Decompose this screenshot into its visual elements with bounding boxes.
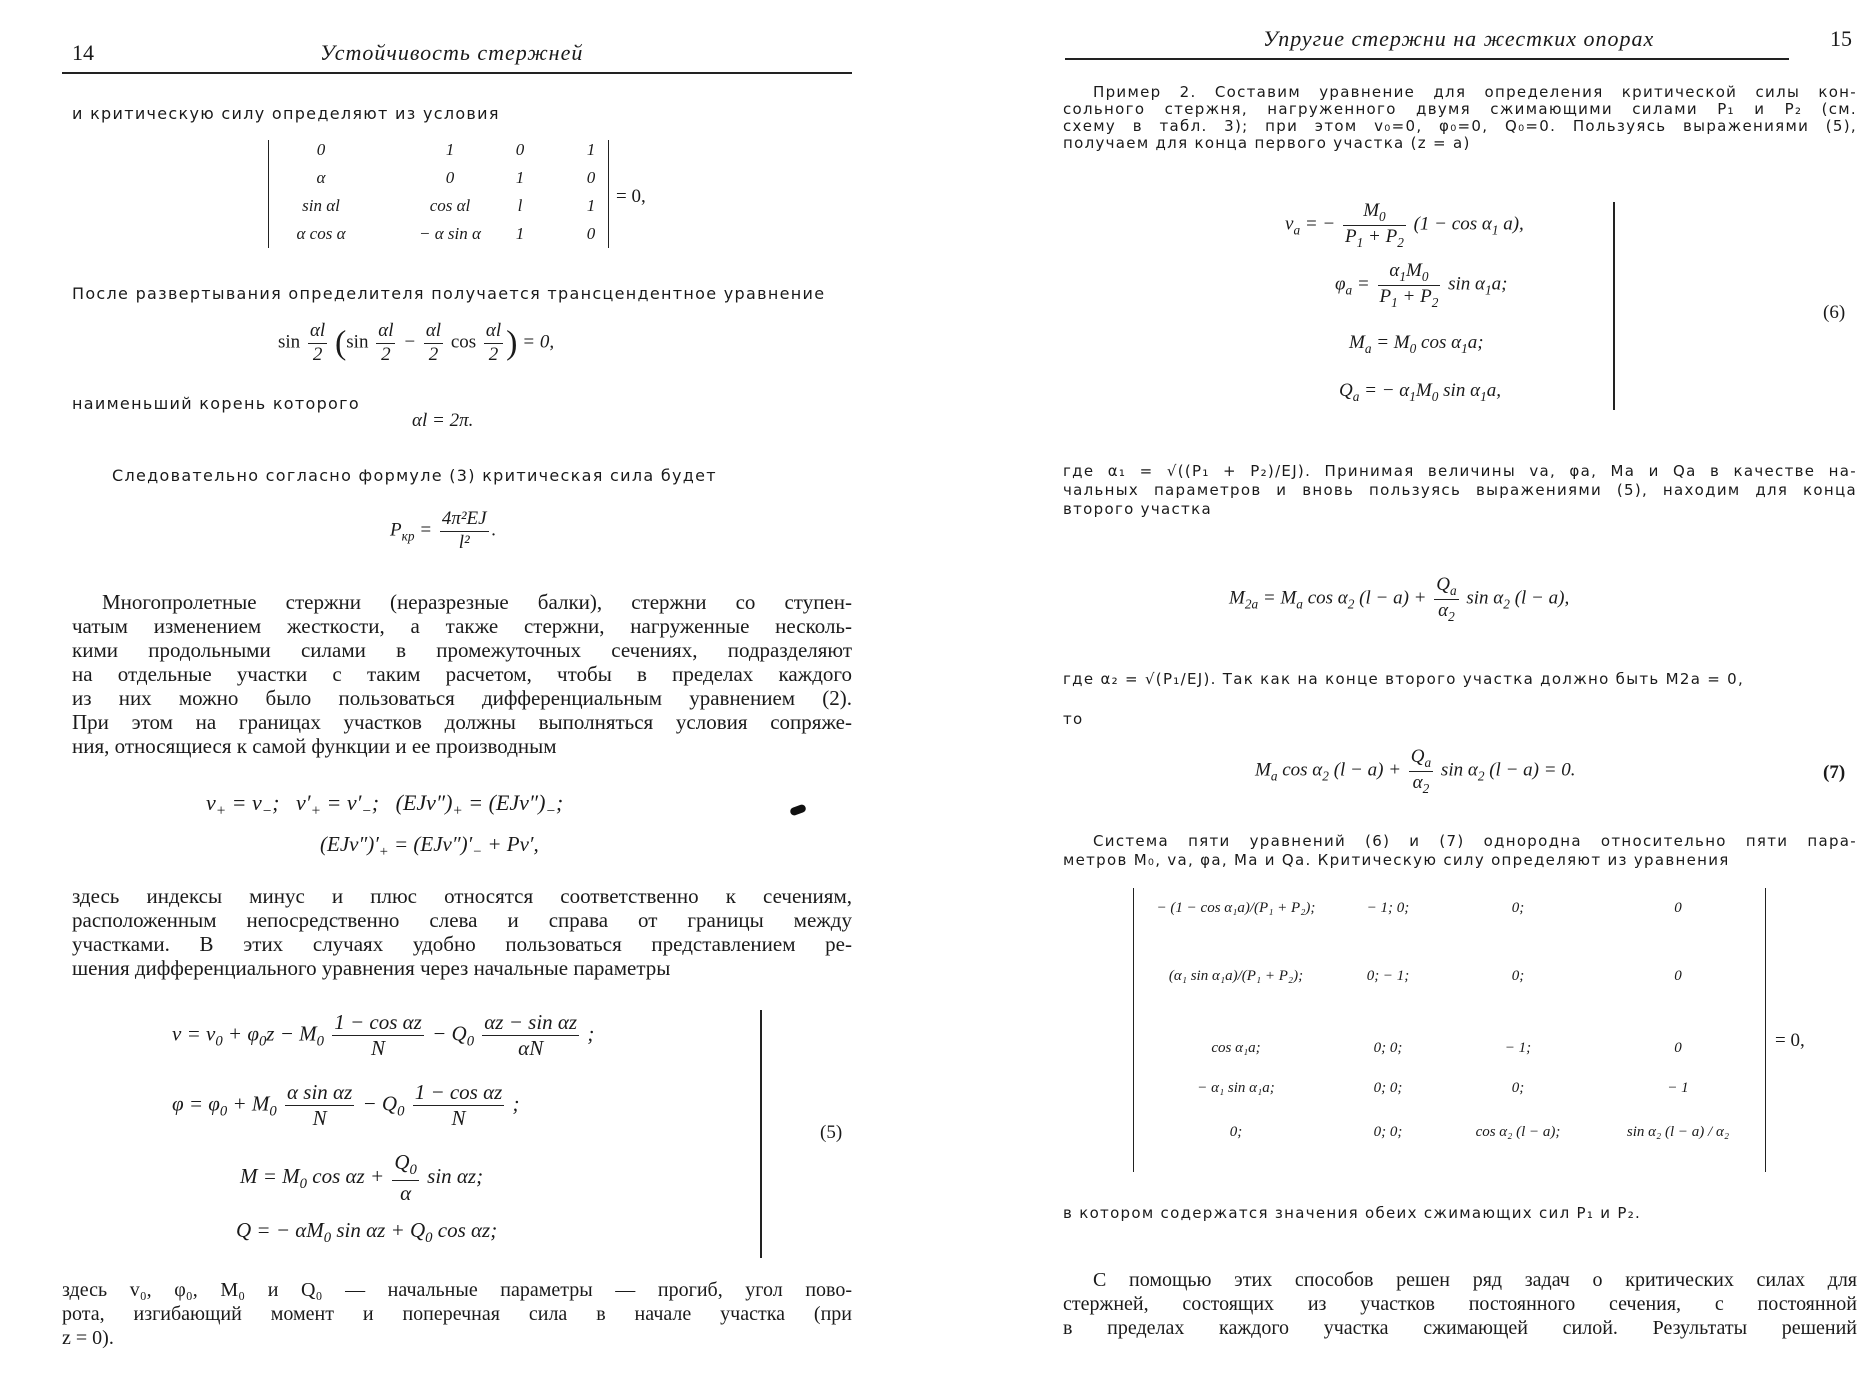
- det1-cell: − α sin α: [419, 224, 481, 243]
- para1-line: из них можно было пользоваться дифференциальным уравнением (2).: [72, 686, 852, 710]
- conjugation-line-2: $(EJv'')'_+ = (EJv'')'_- + Pv'$,: [320, 832, 539, 861]
- para1-line: на отдельные участки с таким расчетом, чтобы в пределах каждого: [72, 662, 852, 686]
- det1-cell: 1: [515, 224, 525, 243]
- det1-cell: α: [316, 168, 326, 187]
- left-running-head: Устойчивость стержней: [320, 40, 584, 65]
- root-equation: αl = 2π.: [412, 410, 474, 431]
- where1-line: чальных параметров и вновь пользуясь выражениями (5), находим для конца: [1063, 481, 1857, 499]
- final-line: С помощью этих способов решен ряд задач о критических силах для: [1093, 1269, 1857, 1291]
- left-header-rule: [62, 72, 852, 74]
- det2-cell: − α₁ sin α₁a;: [1197, 1080, 1275, 1096]
- conjugation-line-1: $v_+ = v_-$; $v'_+ = v'_-$; $(EJv'')_+ = (EJv'')_-$;: [206, 790, 564, 820]
- det2-cell: 0;: [1511, 900, 1525, 916]
- det1-cell: 0: [586, 224, 596, 243]
- right-header-rule: [1065, 58, 1789, 60]
- critical-force-formula: $P_{кр}$ = $\frac{\text{4π²EJ}}{\text{l²}}$ .: [390, 508, 497, 553]
- det2-cell: (α₁ sin α₁a)/(P₁ + P₂);: [1168, 968, 1304, 984]
- para1-line: Многопролетные стержни (неразрезные балки), стержни со ступен-: [102, 590, 852, 614]
- example-2-text: [1063, 84, 1857, 152]
- eq7-number: (7): [1823, 762, 1846, 783]
- eq6-number: (6): [1823, 302, 1846, 323]
- eq5-line-m: $M = M_0$ cos αz + $\frac{Q_0}{\alpha}$ sin αz;: [240, 1150, 484, 1205]
- det2-cell: − (1 − cos α₁a)/(P₁ + P₂);: [1156, 900, 1316, 916]
- paragraph-initial-params: [62, 1278, 852, 1350]
- para2-line: расположенным непосредственно слева и справа от границы между: [72, 908, 852, 932]
- where1-line: где α₁ = √((P₁ + P₂)/EJ). Принимая величины va, φa, Ma и Qa в качестве на-: [1063, 462, 1857, 480]
- example-line: Пример 2. Составим уравнение для определения критической силы кон-: [1093, 83, 1857, 101]
- where-alpha1-text: [1063, 462, 1857, 519]
- paragraph-indices: [72, 884, 852, 980]
- example-line: сольного стержня, нагруженного двумя сжимающими силами P₁ и P₂ (см.: [1063, 100, 1857, 118]
- det2-cell: − 1; 0;: [1366, 900, 1410, 916]
- eq6-line-v: $v_a$ = − $\frac{M_0}{P_1 + P_2}$ ($1 - \cos \alpha_1$ a),: [1285, 200, 1524, 250]
- det2-cell: 0: [1674, 968, 1682, 984]
- final-line: стержней, состоящих из участков постоянного сечения, с постоянной: [1063, 1293, 1857, 1315]
- m2a-equation: $M_{2a} = M_a$ $\cos \alpha_2$ (l − a) + $\frac{Q_a}{\alpha_2}$ $\sin \alpha_2$ (l − a),: [1229, 574, 1570, 624]
- det2-cell: 0: [1674, 900, 1682, 916]
- det2-cell: 0; 0;: [1373, 1124, 1403, 1140]
- det2-cell: 0; 0;: [1373, 1080, 1403, 1096]
- left-page: [0, 0, 933, 1376]
- para1-line: кими продольными силами в промежуточных сечениях, подразделяют: [72, 638, 852, 662]
- para2-line: шения дифференциального уравнения через начальные параметры: [72, 956, 671, 980]
- example-line: получаем для конца первого участка (z = a): [1063, 134, 1471, 152]
- final-line: в пределах каждого участка сжимающей силой. Результаты решений: [1063, 1317, 1857, 1339]
- det1-cell: 1: [515, 168, 525, 187]
- det2-cell: 0: [1674, 1040, 1682, 1056]
- det1-cell: α cos α: [296, 224, 346, 243]
- det1-cell: l: [517, 196, 523, 215]
- para2-line: участками. В этих случаях удобно пользоваться представлением ре-: [72, 932, 852, 956]
- contains-text: в котором содержатся значения обеих сжимающих сил P₁ и P₂.: [1063, 1204, 1642, 1222]
- right-running-head: Упругие стержни на жестких опорах: [1263, 26, 1655, 51]
- det1-cell: cos αl: [429, 196, 471, 215]
- eq6-line-q: $Q_a$ = − $\alpha_1M_0$ $\sin \alpha_1a$,: [1339, 380, 1501, 404]
- then-text: то: [1063, 710, 1084, 728]
- det2-cell: cos α₂ (l − a);: [1475, 1124, 1561, 1140]
- det2-cell: − 1;: [1504, 1040, 1532, 1056]
- eq5-number: (5): [820, 1122, 843, 1143]
- system-line: метров M₀, va, φa, Ma и Qa. Критическую силу определяют из уравнения: [1063, 851, 1730, 869]
- eq6-line-m: $M_a = M_0$ $\cos \alpha_1a$;: [1349, 332, 1484, 356]
- det1-cell: 1: [586, 140, 596, 159]
- det1-cell: sin αl: [302, 196, 340, 215]
- det1-rhs: = 0,: [616, 186, 646, 207]
- det2-cell: 0;: [1511, 968, 1525, 984]
- det1-cell: 0: [586, 168, 596, 187]
- det2-cell: 0;: [1511, 1080, 1525, 1096]
- det1-cell: 1: [445, 140, 455, 159]
- eq5-line-q: Q = − $\alpha M_0$ $\sin \alpha z + Q_0$ cos αz;: [236, 1218, 498, 1247]
- para1-line: ния, относящиеся к самой функции и ее производным: [72, 734, 557, 758]
- eq5-line-v: $v = v_0 + \varphi_0z - M_0$ $\frac{\text{1 − cos αz}}{N}$ − $Q_0$ $\frac{\text{αz − sin αz}}{\alpha N}$ ;: [172, 1010, 595, 1061]
- det2-cell: 0; − 1;: [1366, 968, 1410, 984]
- det2-cell: cos α₁a;: [1211, 1040, 1261, 1056]
- det1-cell: 0: [316, 140, 326, 159]
- after-det-text: После развертывания определителя получается трансцендентное уравнение: [72, 284, 826, 303]
- eq6-line-phi: $\varphi_a$ = $\frac{\alpha_1M_0}{P_1 + P_2}$ $\sin \alpha_1a$;: [1335, 260, 1508, 310]
- paragraph-methods: [1063, 1268, 1857, 1340]
- example-line: схему в табл. 3); при этом v₀=0, φ₀=0, Q₀=0. Пользуясь выражениями (5),: [1063, 117, 1857, 135]
- para3-line: рота, изгибающий момент и поперечная сила в начале участка (при: [62, 1303, 852, 1325]
- ink-blot-mark: [789, 804, 807, 817]
- system-text: [1063, 832, 1857, 870]
- intro-text: и критическую силу определяют из условия: [72, 104, 500, 123]
- where1-line: второго участка: [1063, 500, 1212, 518]
- det2-right-bar: [1765, 888, 1766, 1172]
- para1-line: чатым изменением жесткости, а также стержни, нагруженные несколь-: [72, 614, 852, 638]
- eq6-brace: [1613, 202, 1615, 410]
- det2-cell: sin α₂ (l − a) / α₂: [1626, 1124, 1730, 1140]
- para3-line: z = 0).: [62, 1327, 114, 1349]
- right-page-number: 15: [1830, 26, 1852, 51]
- det1-left-bar: [268, 140, 269, 248]
- where-alpha2-text: где α₂ = √(P₁/EJ). Так как на конце второго участка должно быть M2a = 0,: [1063, 670, 1745, 688]
- consequently-text: Следовательно согласно формуле (3) критическая сила будет: [112, 466, 717, 485]
- para3-line: здесь v₀, φ₀, M₀ и Q₀ — начальные параметры — прогиб, угол пово-: [62, 1279, 852, 1301]
- det2-left-bar: [1133, 888, 1134, 1172]
- eq5-brace: [760, 1010, 762, 1258]
- left-page-number: 14: [72, 40, 94, 65]
- det1-cell: 0: [445, 168, 455, 187]
- det2-cell: − 1: [1667, 1080, 1689, 1096]
- det1-cell: 1: [586, 196, 596, 215]
- det1-right-bar: [608, 140, 609, 248]
- transcendental-equation: sin $\frac{\alpha l}{2}$ (sin $\frac{\alpha l}{2}$ − $\frac{\alpha l}{2}$ cos $\frac{\alpha l}{2}$ ) = 0,: [278, 320, 555, 365]
- paragraph-multispan: [72, 590, 852, 758]
- para1-line: При этом на границах участков должны выполняться условия сопряже-: [72, 710, 852, 734]
- det1-cell: 0: [515, 140, 525, 159]
- eq7-equation: $M_a$ $\cos \alpha_2$ (l − a) + $\frac{Q_a}{\alpha_2}$ $\sin \alpha_2$ (l − a) = 0.: [1255, 746, 1576, 796]
- para2-line: здесь индексы минус и плюс относятся соответственно к сечениям,: [72, 884, 852, 908]
- det2-rhs: = 0,: [1775, 1030, 1805, 1051]
- det2-cell: 0; 0;: [1373, 1040, 1403, 1056]
- right-page: [933, 0, 1867, 1376]
- det2-cell: 0;: [1229, 1124, 1243, 1140]
- eq5-line-phi: $\varphi = \varphi_0 + M_0$ $\frac{\text{α sin αz}}{N}$ − $Q_0$ $\frac{\text{1 − cos αz}}{N}$ ;: [172, 1080, 520, 1131]
- smallest-root-text: наименьший корень которого: [72, 394, 360, 413]
- system-line: Система пяти уравнений (6) и (7) однородна относительно пяти пара-: [1093, 832, 1857, 850]
